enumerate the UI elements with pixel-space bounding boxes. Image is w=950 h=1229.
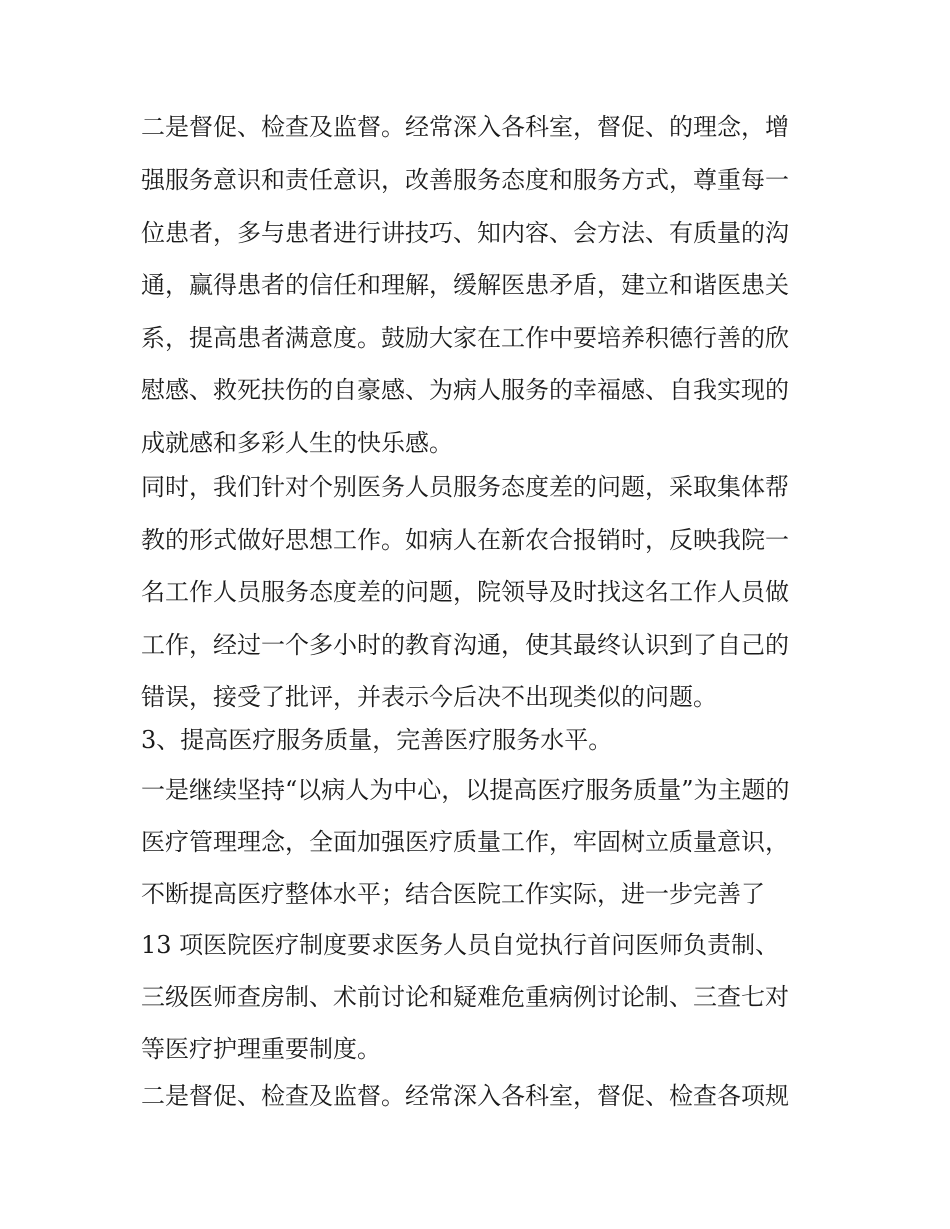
paragraph-line: 三级医师查房制、术前讨论和疑难危重病例讨论制、三查七对 — [141, 983, 789, 1011]
paragraph-line: 教的形式做好思想工作。如病人在新农合报销时，反映我院一 — [141, 526, 789, 554]
paragraph-line: 错误，接受了批评，并表示今后决不出现类似的问题。 — [141, 683, 717, 711]
paragraph-line: 成就感和多彩人生的快乐感。 — [141, 429, 453, 457]
paragraph-line: 位患者，多与患者进行讲技巧、知内容、会方法、有质量的沟 — [141, 219, 789, 247]
paragraph-line: 通，赢得患者的信任和理解，缓解医患矛盾，建立和谐医患关 — [141, 271, 789, 299]
paragraph-line: 不断提高医疗整体水平；结合医院工作实际，进一步完善了 — [141, 880, 765, 908]
paragraph-line: 等医疗护理重要制度。 — [141, 1035, 381, 1063]
paragraph-line: 医疗管理理念，全面加强医疗质量工作，牢固树立质量意识， — [141, 828, 789, 856]
paragraph-line: 13 项医院医疗制度要求医务人员自觉执行首问医师负责制、 — [141, 931, 780, 959]
paragraph-line: 一是继续坚持“以病人为中心，以提高医疗服务质量”为主题的 — [141, 776, 790, 804]
paragraph-line: 二是督促、检查及监督。经常深入各科室，督促、的理念，增 — [141, 113, 789, 141]
section-heading: 3、提高医疗服务质量，完善医疗服务水平。 — [141, 726, 613, 754]
paragraph-line: 二是督促、检查及监督。经常深入各科室，督促、检查各项规 — [141, 1082, 789, 1110]
paragraph-line: 名工作人员服务态度差的问题，院领导及时找这名工作人员做 — [141, 578, 789, 606]
paragraph-line: 系，提高患者满意度。鼓励大家在工作中要培养积德行善的欣 — [141, 324, 789, 352]
paragraph-line: 工作，经过一个多小时的教育沟通，使其最终认识到了自己的 — [141, 631, 789, 659]
paragraph-line: 强服务意识和责任意识，改善服务态度和服务方式，尊重每一 — [141, 166, 789, 194]
paragraph-line: 同时，我们针对个别医务人员服务态度差的问题，采取集体帮 — [141, 473, 789, 501]
paragraph-line: 慰感、救死扶伤的自豪感、为病人服务的幸福感、自我实现的 — [141, 376, 789, 404]
